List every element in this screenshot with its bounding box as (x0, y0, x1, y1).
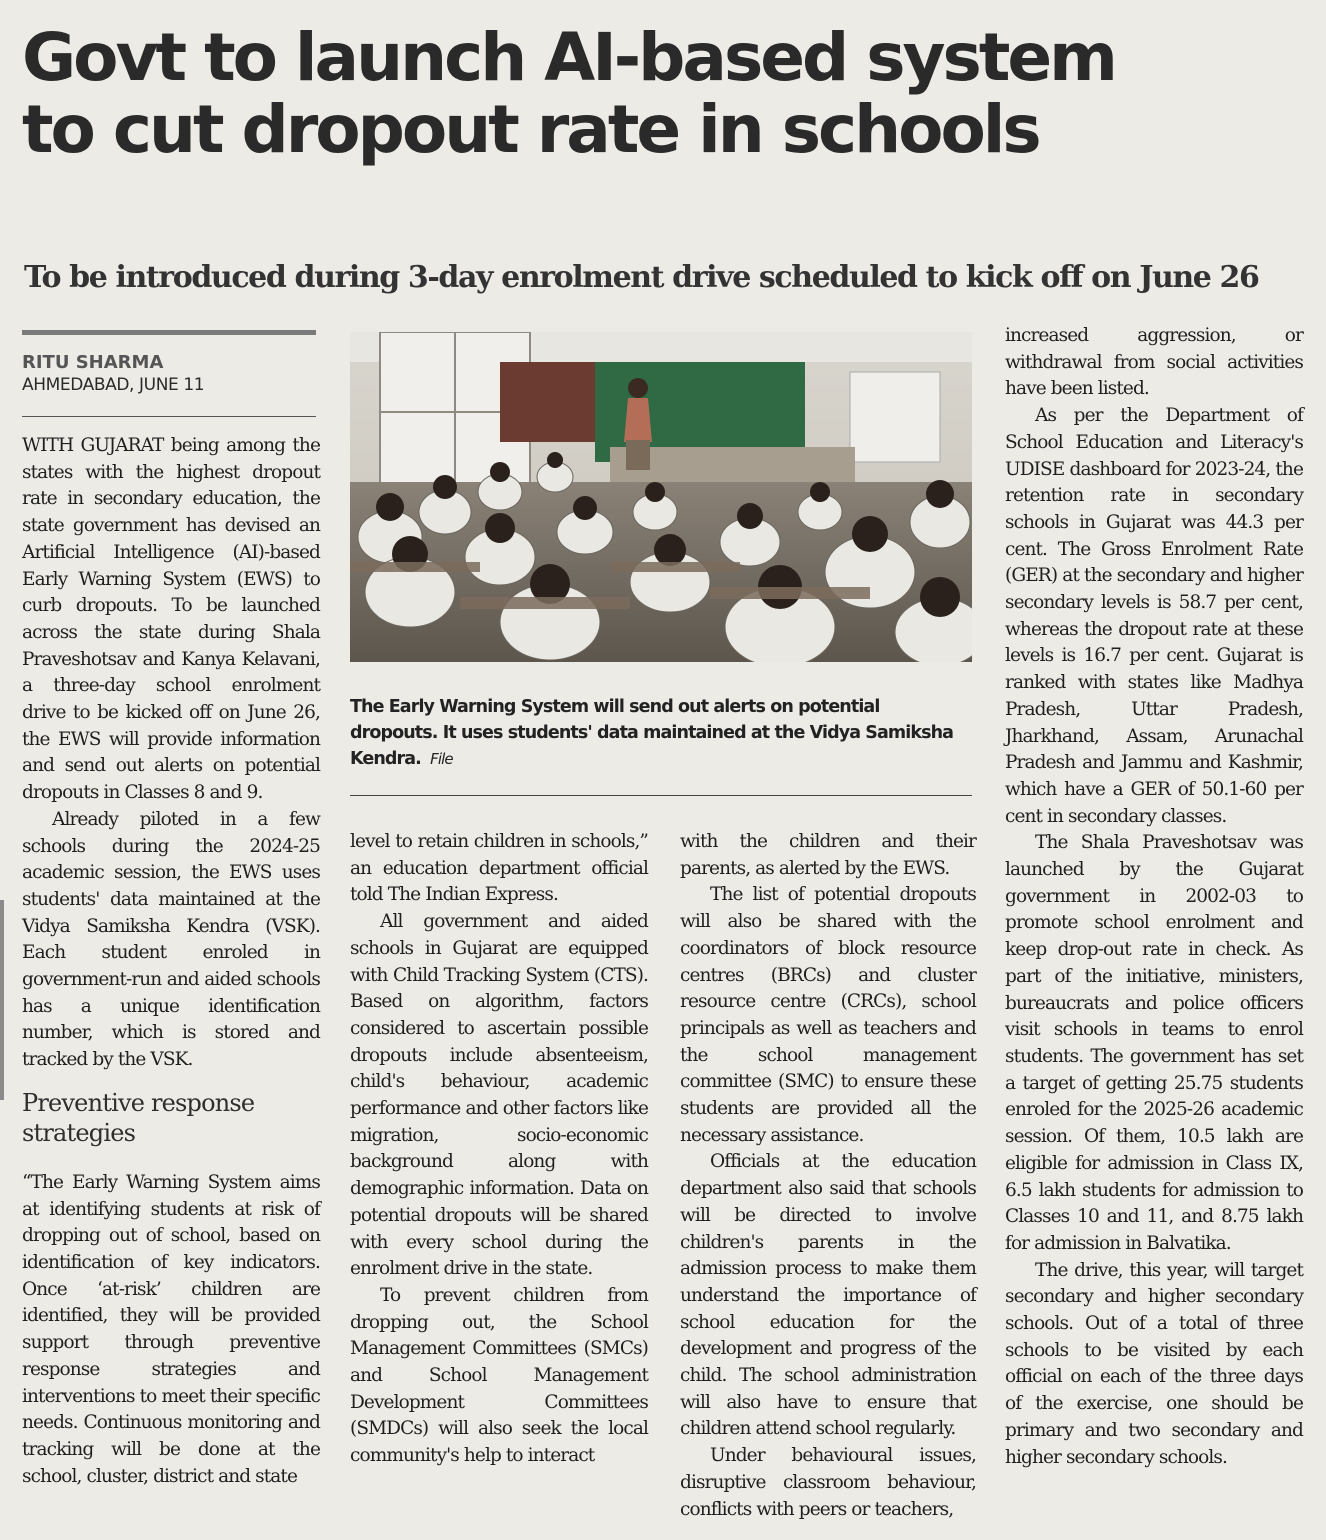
classroom-photo (350, 332, 972, 662)
column-1 (22, 433, 320, 1490)
paragraph: All government and aided schools in Gujarat are equipped with Child Tracking System (CTS). Based on algorithm, factors considered to ascertain possible dropouts include absenteeism, child's behaviour, academic performance and other factors like migration, socio-economic background along with demographic information. Data on potential dropouts will be shared with every school during the enrolment drive in the state. (350, 911, 648, 1280)
caption-text: The Early Warning System will send out alerts on potential dropouts. It uses students' data maintained at the Vidya Samiksha Kendra. (350, 697, 954, 769)
paragraph: To prevent children from dropping out, the School Management Committees (SMCs) and School Management Development Committees (SMDCs) will also seek the local community's help to interact (350, 1284, 648, 1467)
paragraph: Under behavioural issues, disruptive classroom behaviour, conflicts with peers or teachers, (680, 1445, 976, 1520)
column-3 (680, 829, 976, 1523)
headline (22, 19, 1312, 168)
subheadline: To be introduced during 3-day enrolment drive scheduled to kick off on June 26 (24, 260, 1259, 295)
column-4 (1005, 323, 1303, 1471)
classroom-photo-illustration (350, 332, 972, 662)
photo-credit: File (430, 750, 453, 768)
paragraph: WITH GUJARAT being among the states with the highest dropout rate in secondary education, the state government has devised an Artificial Intelligence (AI)-based Early Warning System (EWS) to curb dropouts. To be launched across the state during Shala Praveshotsav and Kanya Kelavani, a three-day school enrolment drive to be kicked off on June 26, the EWS will provide information and send out alerts on potential dropouts in Classes 8 and 9. (22, 435, 320, 804)
paragraph: The list of potential dropouts will also be shared with the coordinators of block resource centres (BRCs) and cluster resource centre (CRCs), school principals as well as teachers and the school management committee (SMC) to ensure these students are provided all the necessary assistance. (680, 884, 976, 1146)
paragraph: Already piloted in a few schools during the 2024-25 academic session, the EWS uses students' data maintained at the Vidya Samiksha Kendra (VSK). Each student enroled in government-run and aided schools has a unique identification number, which is stored and tracked by the VSK. (22, 808, 320, 1071)
paragraph: As per the Department of School Education and Literacy's UDISE dashboard for 2023-24, the retention rate in secondary schools in Gujarat was 44.3 per cent. The Gross Enrolment Rate (GER) at the secondary and higher secondary levels is 58.7 per cent, whereas the dropout rate at these levels is 16.7 per cent. Gujarat is ranked with states like Madhya Pradesh, Uttar Pradesh, Jharkhand, Assam, Arunachal Pradesh and Jammu and Kashmir, which have a GER of 50.1-60 per cent in secondary classes. (1005, 405, 1303, 827)
byline-divider (22, 416, 316, 417)
dateline: AHMEDABAD, JUNE 11 (22, 375, 205, 395)
byline-rule (22, 330, 316, 335)
headline-line-1: Govt to launch AI-based system (22, 19, 1115, 96)
byline (22, 352, 316, 396)
photo-caption (350, 694, 970, 772)
page-edge-mark (0, 900, 4, 1100)
paragraph: The Shala Praveshotsav was launched by the Gujarat government in 2002-03 to promote school enrolment and keep drop-out rate in check. As part of the initiative, ministers, bureaucrats and police officers visit schools in teams to enrol students. The government has set a target of getting 25.75 students enroled for the 2025-26 academic session. Of them, 10.5 lakh are eligible for admission in Class IX, 6.5 lakh students for admission to Classes 10 and 11, and 8.75 lakh for admission in Balvatika. (1005, 832, 1303, 1254)
headline-line-2: to cut dropout rate in schools (22, 91, 1039, 168)
section-heading: Preventive response strategies (22, 1088, 255, 1147)
paragraph: level to retain children in schools,” an education department official told The Indian Express. (350, 831, 648, 906)
paragraph: with the children and their parents, as alerted by the EWS. (680, 831, 976, 879)
column-2 (350, 829, 648, 1470)
paragraph: Officials at the education department also said that schools will be directed to involve children's parents in the admission process to make them understand the importance of school education for the development and progress of the child. The school administration will also have to ensure that children attend school regularly. (680, 1151, 976, 1440)
paragraph: increased aggression, or withdrawal from social activities have been listed. (1005, 325, 1303, 400)
author-name: RITU SHARMA (22, 352, 164, 373)
paragraph: “The Early Warning System aims at identifying students at risk of dropping out of school, based on identification of key indicators. Once ‘at-risk’ children are identified, they will be provided support through preventive response strategies and interventions to meet their specific needs. Continuous monitoring and tracking will be done at the school, cluster, district and state (22, 1171, 320, 1487)
caption-divider (350, 795, 972, 796)
paragraph: The drive, this year, will target secondary and higher secondary schools. Out of a total of three schools to be visited by each official on each of the three days of the exercise, one should be primary and two secondary and higher secondary schools. (1005, 1259, 1303, 1468)
